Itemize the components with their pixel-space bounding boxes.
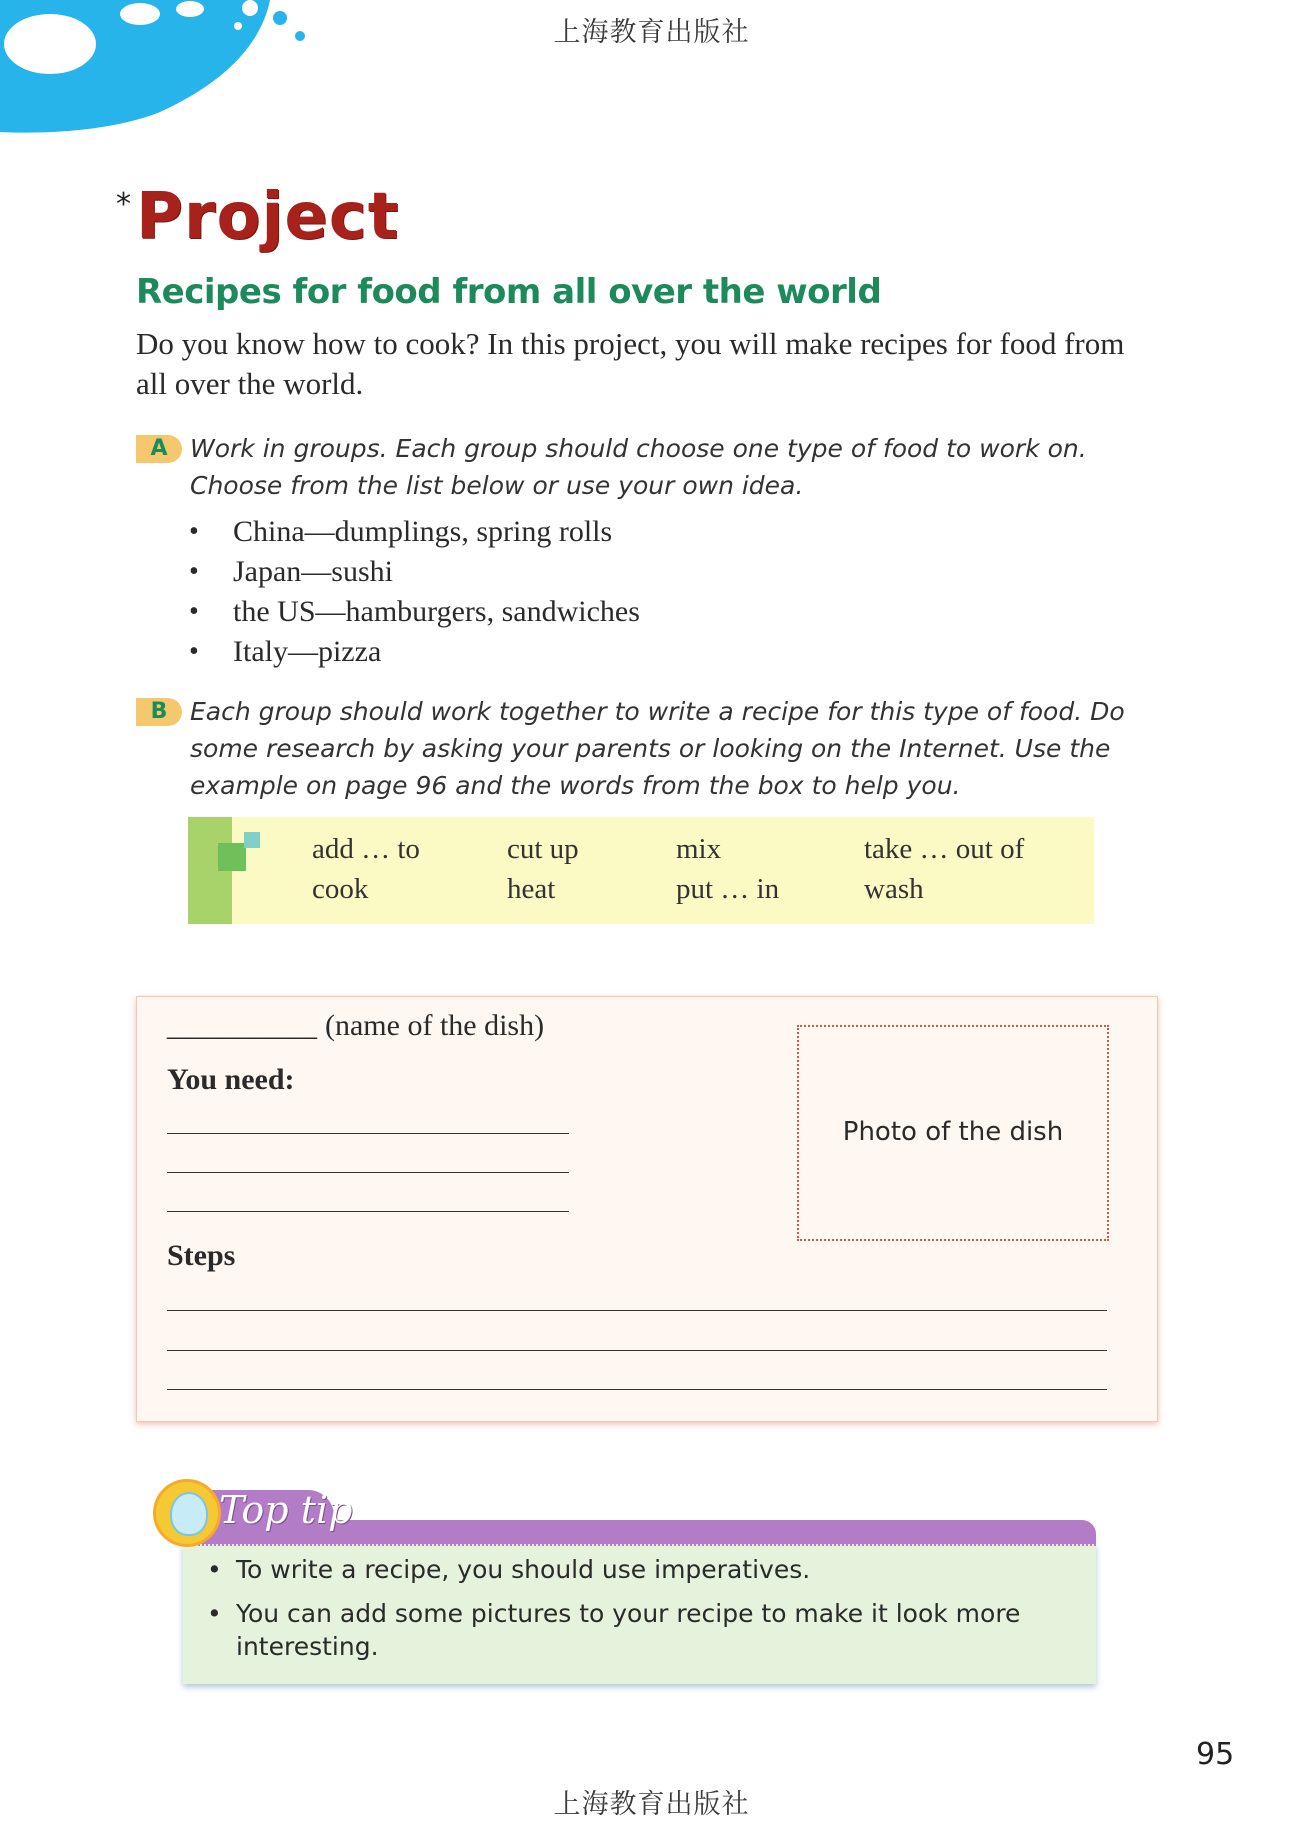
list-item: • Japan—sushi [186, 552, 640, 592]
ingredient-line [167, 1211, 569, 1212]
dish-name-blank: __________ [167, 1009, 317, 1042]
steps-label: Steps [167, 1239, 236, 1272]
word-item: heat [507, 873, 556, 905]
word-item: cook [312, 873, 369, 905]
section-subtitle: Recipes for food from all over the world [136, 272, 882, 312]
list-item: • China—dumplings, spring rolls [186, 512, 640, 552]
task-a-label: A [136, 435, 182, 463]
lightbulb-glass-icon [170, 1492, 208, 1536]
step-line [167, 1310, 1107, 1311]
word-box-square-decoration [244, 832, 260, 848]
page-number: 95 [1196, 1737, 1235, 1772]
footer-publisher: 上海教育出版社 [553, 1789, 750, 1820]
word-item: wash [864, 873, 924, 905]
word-item: cut up [507, 833, 579, 865]
you-need-label: You need: [167, 1063, 295, 1096]
tip-text: You can add some pictures to your recipe to make it look more interesting. [236, 1599, 1021, 1661]
task-b-label: B [136, 698, 182, 726]
word-item: mix [676, 833, 722, 865]
food-list [186, 512, 640, 672]
word-item: add … to [312, 833, 420, 865]
intro-paragraph: Do you know how to cook? In this project, you will make recipes for food from all over the world. [136, 326, 1125, 401]
bullet-icon: • [207, 1599, 222, 1628]
tip-text: To write a recipe, you should use imperatives. [236, 1555, 811, 1584]
photo-placeholder [797, 1025, 1109, 1241]
step-line [167, 1350, 1107, 1351]
bullet-icon: • [207, 1555, 222, 1584]
list-item: • the US—hamburgers, sandwiches [186, 592, 640, 632]
task-a-instruction: Work in groups. Each group should choose one type of food to work on. Choose from the list below or use your own idea. [190, 434, 1087, 500]
dish-name-hint: (name of the dish) [325, 1009, 545, 1042]
top-tip-title: Top tip [219, 1488, 353, 1532]
task-b-instruction: Each group should work together to write a recipe for this type of food. Do some research by asking your parents or looking on the Internet. Use the example on page 96 and the words from the box to help you. [190, 697, 1125, 800]
word-item: put … in [676, 873, 780, 905]
ingredient-line [167, 1172, 569, 1173]
list-item: • Italy—pizza [186, 632, 640, 672]
word-box-square-decoration [218, 843, 246, 871]
top-tip-divider [183, 1544, 1096, 1546]
recipe-card [136, 996, 1158, 1422]
header-publisher: 上海教育出版社 [553, 17, 750, 48]
word-item: take … out of [864, 833, 1025, 865]
optional-marker: * [116, 187, 131, 222]
step-line [167, 1389, 1107, 1390]
word-box [188, 817, 1094, 924]
ingredient-line [167, 1133, 569, 1134]
section-title: Project [136, 180, 400, 254]
photo-label: Photo of the dish [842, 1117, 1064, 1147]
